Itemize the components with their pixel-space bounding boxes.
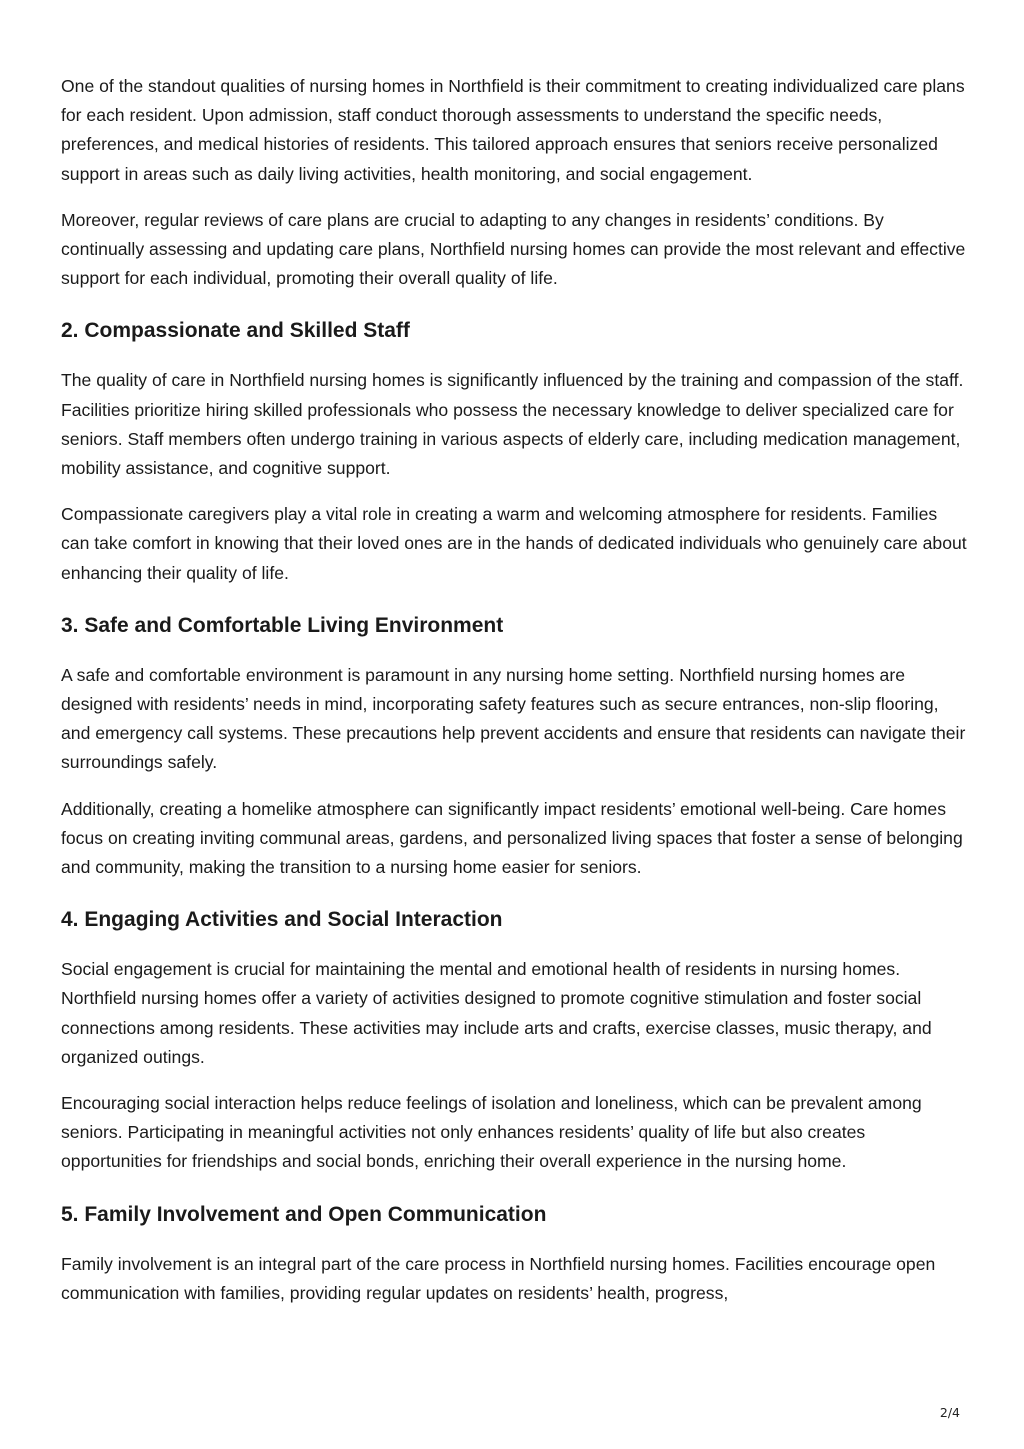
intro-block <box>61 72 967 293</box>
section-family-involvement <box>61 1201 967 1308</box>
page-number: 2/4 <box>939 1405 960 1420</box>
section-heading: 4. Engaging Activities and Social Interaction <box>61 908 503 932</box>
paragraph: Family involvement is an integral part of the care process in Northfield nursing homes. Facilities encourage open communication with families, providing regular updates on residents’ health, progress, <box>61 1253 936 1303</box>
paragraph: One of the standout qualities of nursing homes in Northfield is their commitment to creating individualized care plans for each resident. Upon admission, staff conduct thorough assessments to understand the specific needs, preferences, and medical histories of residents. This tailored approach ensures that seniors receive personalized support in areas such as daily living activities, health monitoring, and social engagement. <box>61 76 965 184</box>
paragraph: Compassionate caregivers play a vital role in creating a warm and welcoming atmosphere for residents. Families can take comfort in knowing that their loved ones are in the hands of dedicated individuals who genuinely care about enhancing their quality of life. <box>61 504 967 583</box>
paragraph: The quality of care in Northfield nursing homes is significantly influenced by the training and compassion of the staff. Facilities prioritize hiring skilled professionals who possess the necessary knowledge to deliver specialized care for seniors. Staff members often undergo training in various aspects of elderly care, including medication management, mobility assistance, and cognitive support. <box>61 370 964 479</box>
section-compassionate-staff <box>61 317 967 587</box>
section-heading: 3. Safe and Comfortable Living Environment <box>61 613 504 637</box>
document-page <box>61 72 967 1325</box>
paragraph: Encouraging social interaction helps reduce feelings of isolation and loneliness, which can be prevalent among seniors. Participating in meaningful activities not only enhances residents’ quality of life but also creates opportunities for friendships and social bonds, enriching their overall experience in the nursing home. <box>61 1093 922 1172</box>
section-activities <box>61 906 967 1176</box>
section-heading: 5. Family Involvement and Open Communication <box>61 1202 547 1226</box>
paragraph: Social engagement is crucial for maintaining the mental and emotional health of residents in nursing homes. Northfield nursing homes offer a variety of activities designed to promote cognitive stimulation and foster social connections among residents. These activities may include arts and crafts, exercise classes, music therapy, and organized outings. <box>61 959 932 1067</box>
paragraph: Additionally, creating a homelike atmosphere can significantly impact residents’ emotional well-being. Care homes focus on creating inviting communal areas, gardens, and personalized living spaces that foster a sense of belonging and community, making the transition to a nursing home easier for seniors. <box>61 798 963 878</box>
paragraph: Moreover, regular reviews of care plans are crucial to adapting to any changes in residents’ conditions. By continually assessing and updating care plans, Northfield nursing homes can provide the most relevant and effective support for each individual, promoting their overall quality of life. <box>61 209 966 289</box>
paragraph: A safe and comfortable environment is paramount in any nursing home setting. Northfield nursing homes are designed with residents’ needs in mind, incorporating safety features such as secure entrances, non-slip flooring, and emergency call systems. These precautions help prevent accidents and ensure that residents can navigate their surroundings safely. <box>61 664 966 773</box>
section-heading: 2. Compassionate and Skilled Staff <box>61 319 410 343</box>
section-safe-environment <box>61 612 967 882</box>
